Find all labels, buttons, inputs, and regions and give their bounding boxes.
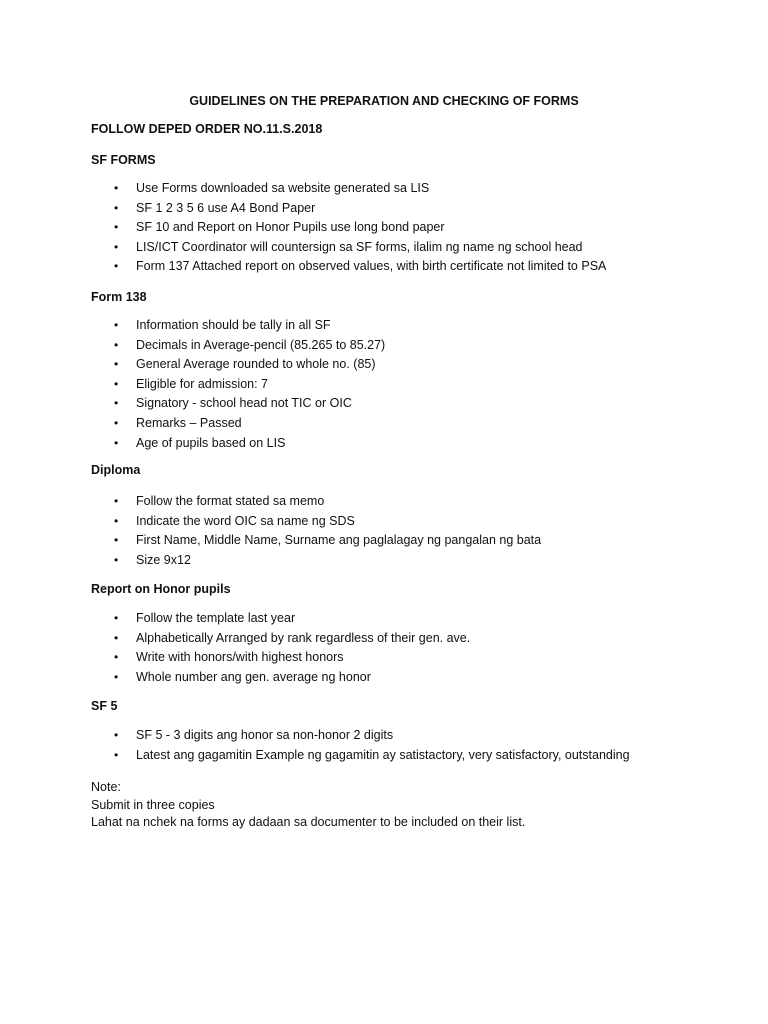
list-item-text: SF 1 2 3 5 6 use A4 Bond Paper <box>136 200 316 215</box>
list-item-text: Signatory - school head not TIC or OIC <box>136 396 352 411</box>
bullet-icon: • <box>114 728 119 742</box>
bullet-icon: • <box>114 181 119 195</box>
bullet-icon: • <box>114 415 119 430</box>
note-block <box>91 779 525 832</box>
list-item-text: Follow the format stated sa memo <box>136 494 325 508</box>
bullet-icon: • <box>114 239 119 254</box>
list-item-text: SF 10 and Report on Honor Pupils use long bond paper <box>136 220 445 235</box>
order-reference: FOLLOW DEPED ORDER NO.11.S.2018 <box>91 122 323 136</box>
bullet-icon: • <box>114 611 119 625</box>
list-item-text: Follow the template last year <box>136 611 296 625</box>
list-item-text: Write with honors/with highest honors <box>136 650 344 665</box>
list-item-text: Whole number ang gen. average ng honor <box>136 669 371 684</box>
list-item-text: Remarks – Passed <box>136 415 242 430</box>
bullet-icon: • <box>114 396 119 411</box>
bullet-icon: • <box>114 318 119 332</box>
list-item-text: First Name, Middle Name, Surname ang paglalagay ng pangalan ng bata <box>136 533 542 548</box>
list-item-text: Information should be tally in all SF <box>136 318 331 332</box>
section-heading-honor-pupils: Report on Honor pupils <box>91 582 231 596</box>
bullet-icon: • <box>114 435 119 450</box>
bullet-icon: • <box>114 669 119 684</box>
list-item-text: Use Forms downloaded sa website generated sa LIS <box>136 181 430 195</box>
list-item-text: Latest ang gagamitin Example ng gagamitin ay satistactory, very satisfactory, outstanding <box>136 747 630 762</box>
list-item-text: Indicate the word OIC sa name ng SDS <box>136 513 355 528</box>
document-title: GUIDELINES ON THE PREPARATION AND CHECKING OF FORMS <box>189 94 579 108</box>
bullet-icon: • <box>114 357 119 372</box>
bullet-icon: • <box>114 747 119 762</box>
note-label: Note: <box>91 780 121 794</box>
section-heading-diploma: Diploma <box>91 463 141 477</box>
list-item-text: General Average rounded to whole no. (85) <box>136 357 376 372</box>
list-item-text: SF 5 - 3 digits ang honor sa non-honor 2 digits <box>136 728 394 742</box>
list-item-text: Form 137 Attached report on observed values, with birth certificate not limited to PSA <box>136 259 607 274</box>
bullet-icon: • <box>114 533 119 548</box>
list-item-text: LIS/ICT Coordinator will countersign sa SF forms, ilalim ng name ng school head <box>136 239 583 254</box>
bullet-icon: • <box>114 650 119 665</box>
bullet-icon: • <box>114 376 119 391</box>
bullet-icon: • <box>114 337 119 352</box>
bullet-icon: • <box>114 494 119 508</box>
bullet-icon: • <box>114 220 119 235</box>
list-item-text: Size 9x12 <box>136 552 191 567</box>
bullet-icon: • <box>114 259 119 274</box>
section-heading-sf-forms: SF FORMS <box>91 153 156 167</box>
note-line: Submit in three copies <box>91 797 215 812</box>
bullet-icon: • <box>114 513 119 528</box>
list-item-text: Eligible for admission: 7 <box>136 376 269 391</box>
bullet-icon: • <box>114 200 119 215</box>
list-item-text: Alphabetically Arranged by rank regardless of their gen. ave. <box>136 630 471 645</box>
bullet-icon: • <box>114 630 119 645</box>
section-heading-form-138: Form 138 <box>91 290 147 304</box>
section-heading-sf-5: SF 5 <box>91 699 118 713</box>
note-line: Lahat na nchek na forms ay dadaan sa documenter to be included on their list. <box>91 815 526 829</box>
bullet-icon: • <box>114 552 119 567</box>
list-item-text: Decimals in Average-pencil (85.265 to 85.27) <box>136 337 386 352</box>
list-item-text: Age of pupils based on LIS <box>136 435 286 450</box>
